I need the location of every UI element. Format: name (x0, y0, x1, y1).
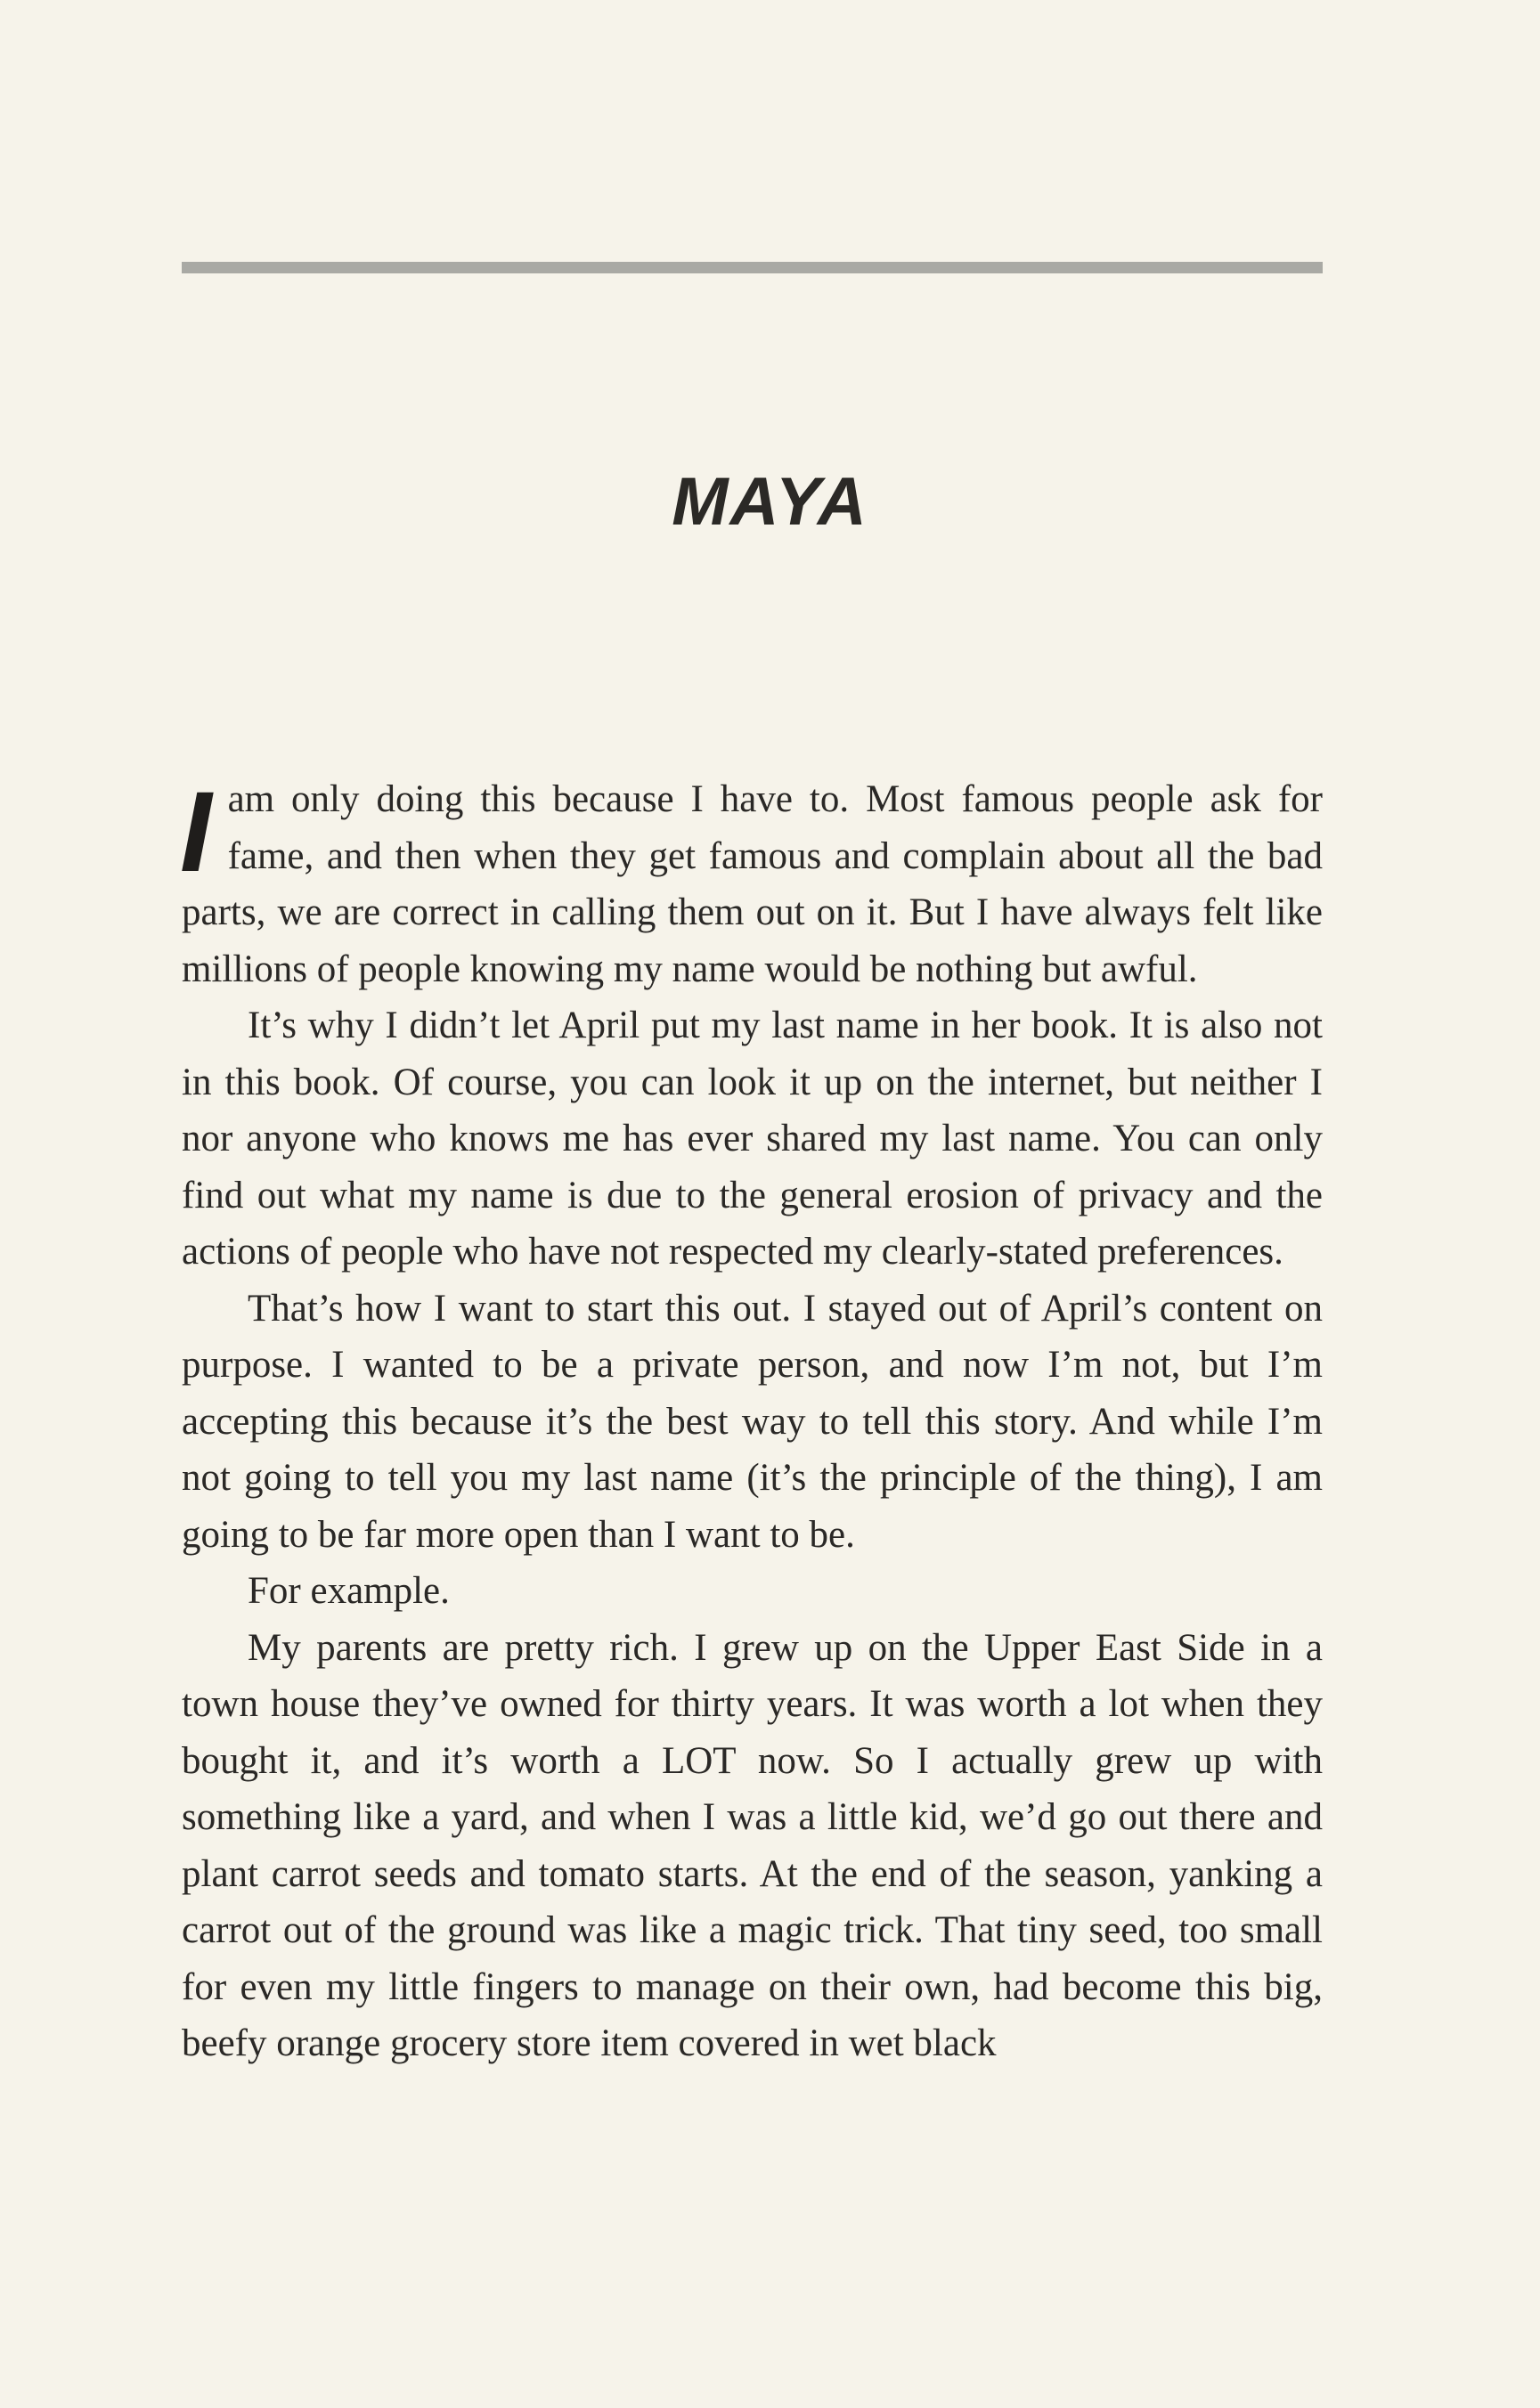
chapter-title: MAYA (672, 464, 868, 540)
paragraph-1 (182, 771, 1323, 997)
paragraph-2: It’s why I didn’t let April put my last name in her book. It is also not in this book. Of course, you can look it up on the internet, but neither I nor anyone who knows me has ever shared my last name. You can only find out what my name is due to the general erosion of privacy and the actions of people who have not respected my clearly-stated preferences. (182, 1005, 1323, 1273)
paragraph-1-text: am only doing this because I have to. Most famous people ask for fame, and then when they get famous and complain about all the bad parts, we are correct in calling them out on it. But I have always felt like millions of people knowing my name would be nothing but awful. (182, 778, 1323, 990)
paragraph-5: My parents are pretty rich. I grew up on the Upper East Side in a town house they’ve owned for thirty years. It was worth a lot when they bought it, and it’s worth a LOT now. So I actually grew up with something like a yard, and when I was a little kid, we’d go out there and plant carrot seeds and tomato starts. At the end of the season, yanking a carrot out of the ground was like a magic trick. That tiny seed, too small for even my little fingers to manage on their own, had become this big, beefy orange grocery store item covered in wet black (182, 1626, 1323, 2064)
paragraph-3: That’s how I want to start this out. I stayed out of April’s content on purpose. I wanted to be a private person, and now I’m not, but I’m accepting this because it’s the best way to tell this story. And while I’m not going to tell you my last name (it’s the principle of the thing), I am going to be far more open than I want to be. (182, 1287, 1323, 1556)
chapter-header-rule (182, 262, 1323, 273)
chapter-body (182, 771, 1323, 2072)
paragraph-4: For example. (248, 1570, 450, 1612)
drop-cap: I (180, 769, 212, 896)
